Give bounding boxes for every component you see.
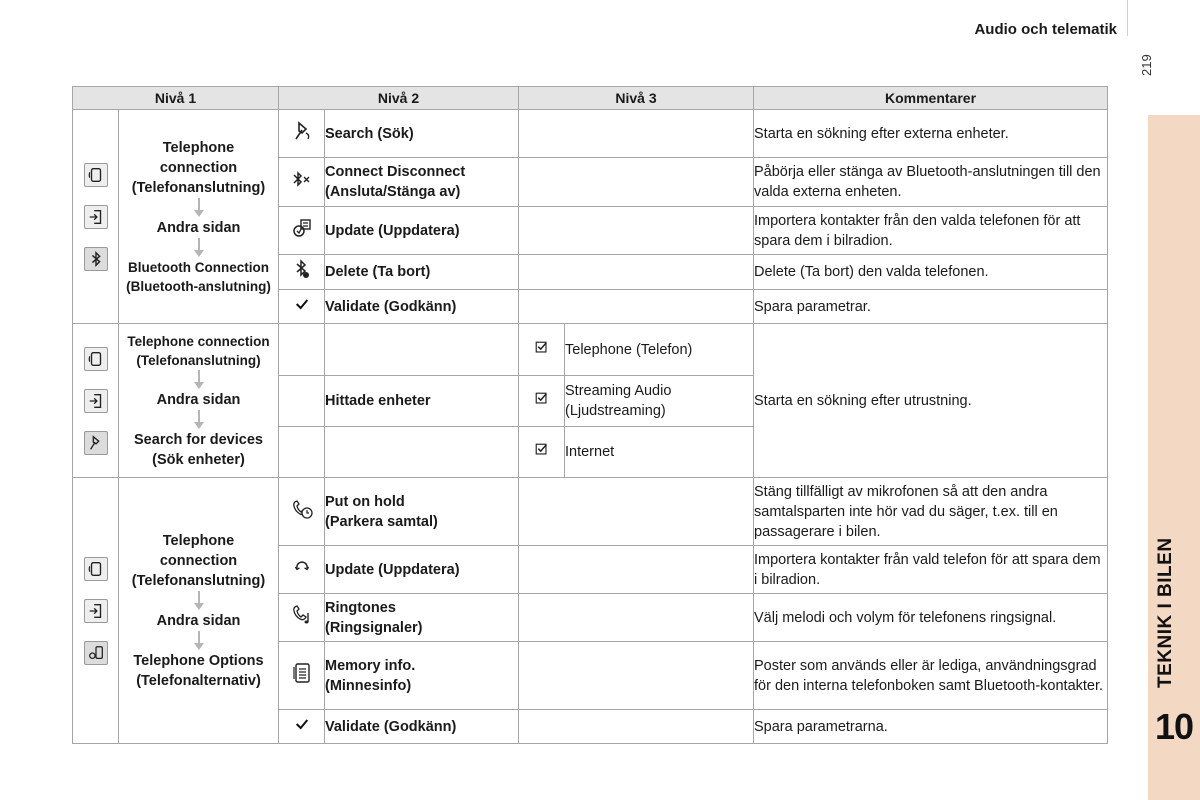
comment-cell: Importera kontakter från vald telefon för att spara dem i bilradion. [754,546,1108,594]
level1-text: Telephone connection [127,333,270,349]
level2-text: Search (Sök) [325,125,414,142]
level2-text: Connect Disconnect [325,164,466,180]
level1-text: Search for devices [134,431,263,448]
checkbox-icon [519,324,565,376]
level2-text: Validate (Godkänn) [325,298,457,315]
table-header-row [73,87,1108,110]
comment-cell: Importera kontakter från den valda telefonen för att spara dem i bilradion. [754,207,1108,255]
comment-cell: Spara parametrarna. [754,710,1108,744]
level2-label [325,478,519,546]
level1-label [119,110,279,324]
ringtone-icon [279,594,325,642]
page-exit-icon [84,599,108,623]
page-number: 219 [1139,54,1154,76]
search-icon [84,431,108,455]
bluetooth-delete-icon [279,255,325,290]
level1-text: (Telefonanslutning) [131,179,266,196]
level2-text: (Ansluta/Stänga av) [325,184,461,200]
comment-cell: Starta en sökning efter utrustning. [754,324,1108,478]
down-arrow-icon [194,370,204,390]
level2-empty [325,324,519,376]
comment-cell: Påbörja eller stänga av Bluetooth-anslutningen till den valda externa enheten. [754,158,1108,207]
phone-screen-icon [84,347,108,371]
level3-label: Streaming Audio (Ljudstreaming) [565,376,754,427]
phone-screen-icon [84,163,108,187]
level1-text: (Bluetooth-anslutning) [126,278,271,294]
level2-label [325,594,519,642]
page-exit-icon [84,389,108,413]
level1-text: (Telefonanslutning) [131,572,266,589]
level3-empty [519,207,754,255]
level2-label [325,255,519,290]
comment-cell: Poster som används eller är lediga, användningsgrad för den interna telefonboken samt Bluetooth-kontakter. [754,642,1108,710]
level2-label [325,158,519,207]
level2-label [325,110,519,158]
level2-text: (Parkera samtal) [325,513,438,530]
level2-icon-empty [279,324,325,376]
column-header-comments: Kommentarer [754,87,1108,110]
level1-text: (Telefonanslutning) [136,352,261,368]
table-row [73,324,1108,376]
level2-label [325,207,519,255]
level1-text: (Telefonalternativ) [136,672,261,689]
level3-empty [519,290,754,324]
level3-label: Internet [565,427,754,478]
section-label: TEKNIK I BILEN [1155,537,1176,688]
comment-cell: Delete (Ta bort) den valda telefonen. [754,255,1108,290]
level2-icon-empty [279,376,325,427]
level1-icons [73,324,119,478]
phone-options-icon [84,641,108,665]
table-row [73,110,1108,158]
menu-table [72,86,1108,744]
level2-label [325,290,519,324]
down-arrow-icon [194,238,204,258]
hold-call-icon [279,478,325,546]
level1-text: Bluetooth Connection [128,259,269,275]
level3-empty [519,110,754,158]
phone-screen-icon [84,557,108,581]
level2-empty [325,427,519,478]
level1-text: Andra sidan [156,612,241,629]
checkbox-icon [519,427,565,478]
level2-text: Put on hold [325,493,405,510]
level1-icons [73,110,119,324]
level3-empty [519,642,754,710]
bluetooth-icon [84,247,108,271]
level3-empty [519,255,754,290]
level3-label: Telephone (Telefon) [565,324,754,376]
page-exit-icon [84,205,108,229]
down-arrow-icon [194,198,204,218]
comment-cell: Stäng tillfälligt av mikrofonen så att den andra samtalsparten inte hör vad du säger, t.ex. till en passagerare i bilen. [754,478,1108,546]
table-row [73,478,1108,546]
bluetooth-connect-icon [279,158,325,207]
page-header-title: Audio och telematik [974,21,1117,38]
level2-text: Memory info. [325,657,416,674]
checkmark-icon [279,710,325,744]
level2-text: (Minnesinfo) [325,677,412,694]
comment-cell: Välj melodi och volym för telefonens ringsignal. [754,594,1108,642]
column-header-level2: Nivå 2 [279,87,519,110]
header-divider [1127,0,1128,36]
level2-label [325,710,519,744]
level2-label: Hittade enheter [325,376,519,427]
level1-text: Andra sidan [156,391,241,408]
level1-text: Andra sidan [156,219,241,236]
comment-cell: Starta en sökning efter externa enheter. [754,110,1108,158]
down-arrow-icon [194,410,204,430]
level1-label [119,478,279,744]
level1-text: connection [159,159,238,176]
level2-text: Delete (Ta bort) [325,264,431,280]
comment-cell: Spara parametrar. [754,290,1108,324]
side-tab [1148,115,1200,800]
search-icon [279,110,325,158]
level2-text: Validate (Godkänn) [325,718,457,735]
checkmark-icon [279,290,325,324]
level2-text: (Ringsignaler) [325,619,423,636]
level2-label [325,642,519,710]
level2-text: Ringtones [325,599,396,616]
checkbox-icon [519,376,565,427]
level3-empty [519,594,754,642]
level1-text: Telephone [162,139,235,156]
down-arrow-icon [194,591,204,611]
level3-empty [519,158,754,207]
chapter-number: 10 [1154,706,1194,747]
level2-icon-empty [279,427,325,478]
level1-text: Telephone [162,532,235,549]
update-phone-icon [279,207,325,255]
level3-empty [519,546,754,594]
level1-text: Telephone Options [133,652,264,669]
down-arrow-icon [194,631,204,651]
level3-empty [519,478,754,546]
level1-icons [73,478,119,744]
refresh-icon [279,546,325,594]
column-header-level3: Nivå 3 [519,87,754,110]
level2-text: Update (Uppdatera) [325,222,460,239]
column-header-level1: Nivå 1 [73,87,279,110]
level3-empty [519,710,754,744]
level1-text: connection [159,552,238,569]
level1-label [119,324,279,478]
memory-icon [279,642,325,710]
level2-label [325,546,519,594]
level1-text: (Sök enheter) [152,451,245,468]
level2-text: Update (Uppdatera) [325,561,460,578]
